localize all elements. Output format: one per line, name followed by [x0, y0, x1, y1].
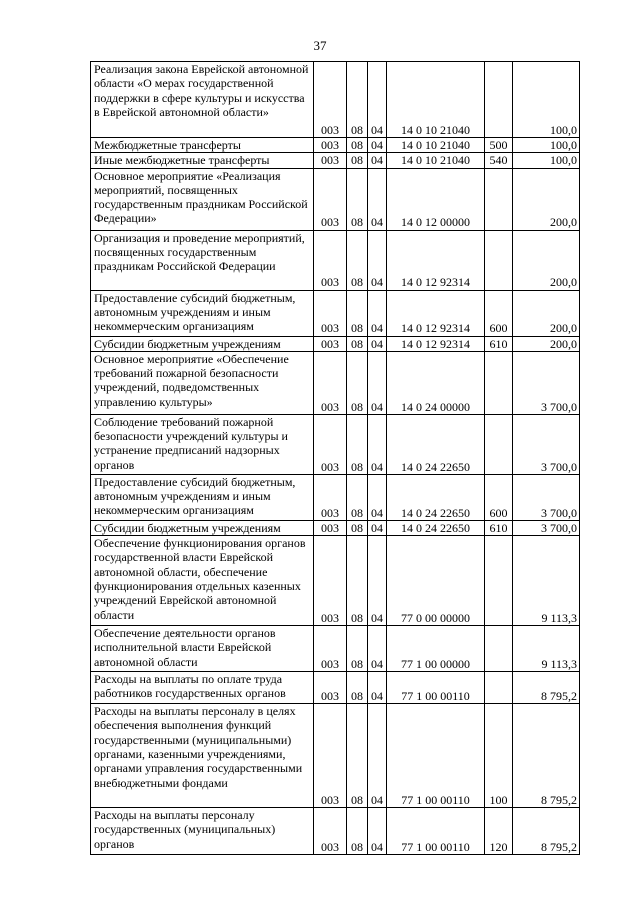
cell-csr: 14 0 12 00000: [387, 168, 485, 230]
cell-pr: 04: [368, 414, 387, 474]
cell-pr: 04: [368, 536, 387, 626]
cell-vr: 540: [485, 153, 513, 168]
cell-gr: 003: [314, 414, 347, 474]
cell-sum: 9 113,3: [513, 536, 580, 626]
cell-pr: 04: [368, 704, 387, 808]
cell-sum: 100,0: [513, 138, 580, 153]
cell-gr: 003: [314, 704, 347, 808]
cell-rz: 08: [347, 153, 368, 168]
cell-rz: 08: [347, 290, 368, 336]
cell-csr: 77 1 00 00110: [387, 704, 485, 808]
table-row: [91, 626, 580, 672]
cell-rz: 08: [347, 536, 368, 626]
cell-pr: 04: [368, 808, 387, 855]
row-name: Соблюдение требований пожарной безопасности учреждений культуры и устранение предписаний надзорных органов: [91, 414, 314, 474]
cell-csr: 77 1 00 00110: [387, 672, 485, 704]
cell-rz: 08: [347, 414, 368, 474]
table-row: [91, 704, 580, 808]
table-row: [91, 351, 580, 414]
cell-vr: 500: [485, 138, 513, 153]
cell-rz: 08: [347, 230, 368, 290]
table-body: [91, 62, 580, 855]
cell-gr: 003: [314, 168, 347, 230]
row-name: Основное мероприятие «Обеспечение требований пожарной безопасности учреждений, подведомственных управлению культуры»: [91, 351, 314, 414]
cell-pr: 04: [368, 520, 387, 535]
cell-gr: 003: [314, 672, 347, 704]
table-row: [91, 414, 580, 474]
budget-table: [90, 61, 580, 855]
cell-rz: 08: [347, 808, 368, 855]
cell-csr: 14 0 24 00000: [387, 351, 485, 414]
cell-gr: 003: [314, 62, 347, 138]
cell-csr: 77 1 00 00000: [387, 626, 485, 672]
cell-vr: 610: [485, 336, 513, 351]
cell-gr: 003: [314, 290, 347, 336]
cell-rz: 08: [347, 704, 368, 808]
table-row: [91, 672, 580, 704]
row-name: Реализация закона Еврейской автономной области «О мерах государственной поддержки в сфере культуры и искусства в Еврейской автономной области»: [91, 62, 314, 138]
page-number: 37: [313, 38, 327, 53]
cell-sum: 3 700,0: [513, 474, 580, 520]
cell-pr: 04: [368, 351, 387, 414]
row-name: Субсидии бюджетным учреждениям: [91, 336, 314, 351]
cell-csr: 77 0 00 00000: [387, 536, 485, 626]
cell-gr: 003: [314, 808, 347, 855]
row-name: Расходы на выплаты персоналу государственных (муниципальных) органов: [91, 808, 314, 855]
row-name: Предоставление субсидий бюджетным, автономным учреждениям и иным некоммерческим организациям: [91, 290, 314, 336]
cell-rz: 08: [347, 474, 368, 520]
cell-csr: 14 0 12 92314: [387, 336, 485, 351]
table-row: [91, 138, 580, 153]
cell-csr: 14 0 12 92314: [387, 230, 485, 290]
cell-gr: 003: [314, 536, 347, 626]
cell-sum: 8 795,2: [513, 704, 580, 808]
cell-pr: 04: [368, 62, 387, 138]
cell-rz: 08: [347, 168, 368, 230]
cell-sum: 100,0: [513, 62, 580, 138]
cell-vr: [485, 230, 513, 290]
cell-sum: 3 700,0: [513, 351, 580, 414]
cell-sum: 100,0: [513, 153, 580, 168]
cell-rz: 08: [347, 672, 368, 704]
cell-sum: 200,0: [513, 336, 580, 351]
cell-pr: 04: [368, 153, 387, 168]
cell-vr: 600: [485, 474, 513, 520]
row-name: Субсидии бюджетным учреждениям: [91, 520, 314, 535]
table-row: [91, 336, 580, 351]
table-row: [91, 230, 580, 290]
cell-gr: 003: [314, 138, 347, 153]
cell-sum: 8 795,2: [513, 672, 580, 704]
cell-pr: 04: [368, 672, 387, 704]
row-name: Иные межбюджетные трансферты: [91, 153, 314, 168]
cell-rz: 08: [347, 62, 368, 138]
cell-csr: 14 0 10 21040: [387, 62, 485, 138]
cell-sum: 200,0: [513, 168, 580, 230]
cell-vr: [485, 626, 513, 672]
row-name: Предоставление субсидий бюджетным, автономным учреждениям и иным некоммерческим организациям: [91, 474, 314, 520]
cell-rz: 08: [347, 336, 368, 351]
cell-csr: 14 0 24 22650: [387, 414, 485, 474]
cell-vr: [485, 168, 513, 230]
cell-csr: 77 1 00 00110: [387, 808, 485, 855]
cell-gr: 003: [314, 474, 347, 520]
cell-sum: 200,0: [513, 290, 580, 336]
cell-vr: [485, 672, 513, 704]
cell-pr: 04: [368, 230, 387, 290]
cell-rz: 08: [347, 351, 368, 414]
cell-gr: 003: [314, 351, 347, 414]
table-row: [91, 520, 580, 535]
cell-vr: [485, 62, 513, 138]
cell-gr: 003: [314, 153, 347, 168]
row-name: Расходы на выплаты по оплате труда работников государственных органов: [91, 672, 314, 704]
table-row: [91, 153, 580, 168]
cell-sum: 3 700,0: [513, 520, 580, 535]
cell-csr: 14 0 12 92314: [387, 290, 485, 336]
cell-vr: 600: [485, 290, 513, 336]
table-row: [91, 474, 580, 520]
cell-gr: 003: [314, 336, 347, 351]
cell-pr: 04: [368, 626, 387, 672]
cell-gr: 003: [314, 230, 347, 290]
cell-rz: 08: [347, 138, 368, 153]
cell-pr: 04: [368, 138, 387, 153]
row-name: Основное мероприятие «Реализация мероприятий, посвященных государственным праздникам Российской Федерации»: [91, 168, 314, 230]
cell-rz: 08: [347, 520, 368, 535]
table-row: [91, 536, 580, 626]
row-name: Обеспечение деятельности органов исполнительной власти Еврейской автономной области: [91, 626, 314, 672]
cell-vr: 610: [485, 520, 513, 535]
cell-pr: 04: [368, 290, 387, 336]
cell-csr: 14 0 10 21040: [387, 153, 485, 168]
cell-csr: 14 0 10 21040: [387, 138, 485, 153]
cell-vr: [485, 414, 513, 474]
cell-sum: 8 795,2: [513, 808, 580, 855]
cell-pr: 04: [368, 168, 387, 230]
cell-pr: 04: [368, 336, 387, 351]
row-name: Организация и проведение мероприятий, посвященных государственным праздникам Российской Федерации: [91, 230, 314, 290]
cell-rz: 08: [347, 626, 368, 672]
cell-csr: 14 0 24 22650: [387, 520, 485, 535]
row-name: Межбюджетные трансферты: [91, 138, 314, 153]
cell-csr: 14 0 24 22650: [387, 474, 485, 520]
cell-sum: 3 700,0: [513, 414, 580, 474]
cell-vr: [485, 536, 513, 626]
cell-vr: [485, 351, 513, 414]
cell-sum: 9 113,3: [513, 626, 580, 672]
table-row: [91, 808, 580, 855]
cell-sum: 200,0: [513, 230, 580, 290]
table-row: [91, 62, 580, 138]
row-name: Расходы на выплаты персоналу в целях обеспечения выполнения функций государственными (муниципальными) органами, казенными учреждениями, органами управления государственными внебюджетными фондами: [91, 704, 314, 808]
cell-gr: 003: [314, 626, 347, 672]
cell-gr: 003: [314, 520, 347, 535]
row-name: Обеспечение функционирования органов государственной власти Еврейской автономной области, обеспечение функционирования отдельных казенных учреждений Еврейской автономной области: [91, 536, 314, 626]
table-row: [91, 290, 580, 336]
table-row: [91, 168, 580, 230]
cell-pr: 04: [368, 474, 387, 520]
cell-vr: 100: [485, 704, 513, 808]
cell-vr: 120: [485, 808, 513, 855]
